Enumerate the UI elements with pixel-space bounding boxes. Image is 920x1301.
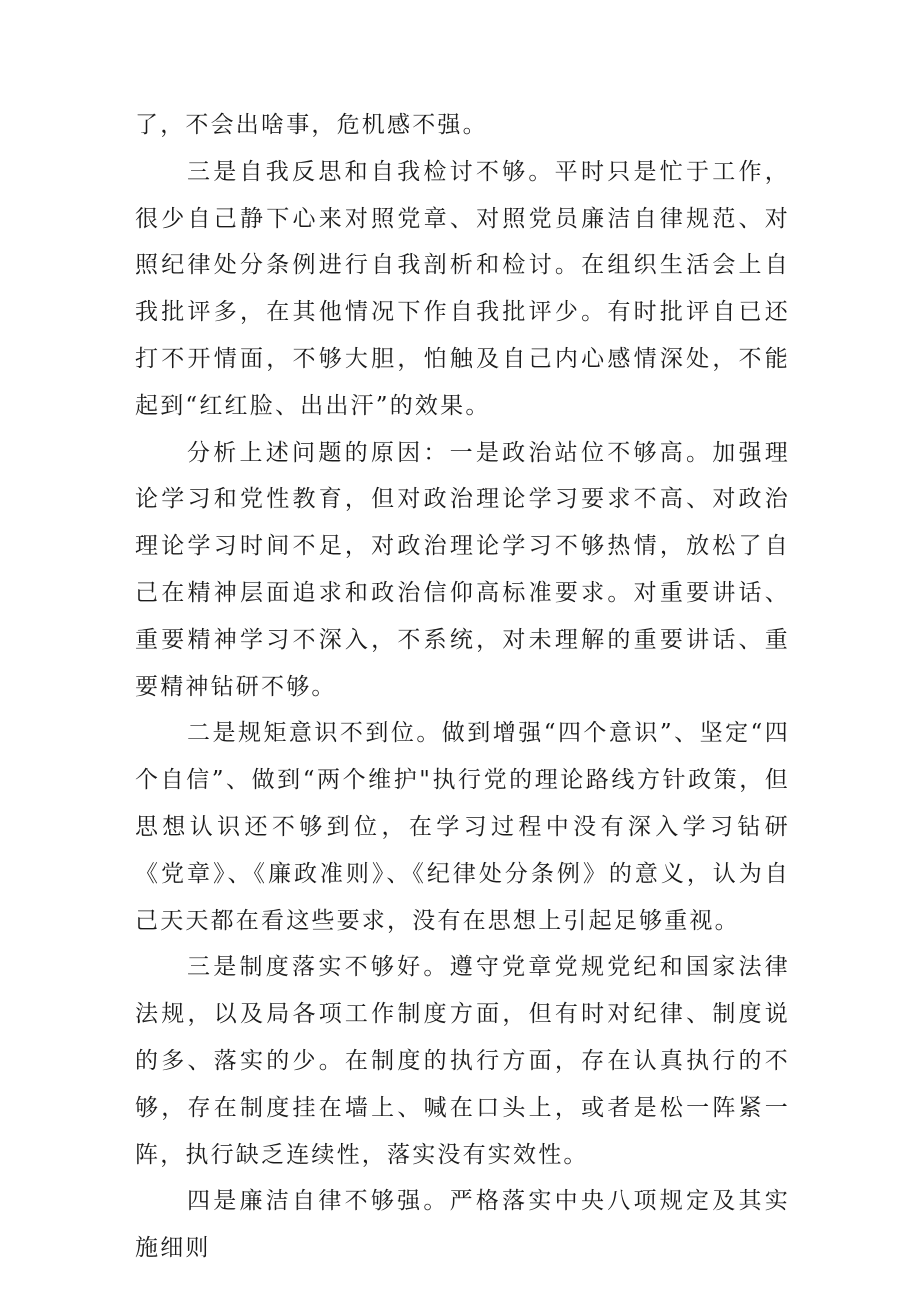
document-body — [135, 102, 790, 1272]
paragraph-cause-political-stance: 分析上述问题的原因：一是政治站位不够高。加强理论学习和党性教育，但对政治理论学习要求不高、对政治理论学习时间不足，对政治理论学习不够热情，放松了自己在精神层面追求和政治信仰高标准要求。对重要讲话、重要精神学习不深入，不系统，对未理解的重要讲话、重要精神钻研不够。 — [135, 439, 790, 700]
paragraph-cause-system-implementation: 三是制度落实不够好。遵守党章党规党纪和国家法律法规，以及局各项工作制度方面，但有时对纪律、制度说的多、落实的少。在制度的执行方面，存在认真执行的不够，存在制度挂在墙上、喊在口头上，或者是松一阵紧一阵，执行缺乏连续性，落实没有实效性。 — [135, 954, 790, 1168]
paragraph-cause-integrity: 四是廉洁自律不够强。严格落实中央八项规定及其实施细则 — [135, 1188, 790, 1262]
paragraph-continuation: 了，不会出啥事，危机感不强。 — [135, 112, 488, 138]
paragraph-self-reflection: 三是自我反思和自我检讨不够。平时只是忙于工作，很少自己静下心来对照党章、对照党员廉洁自律规范、对照纪律处分条例进行自我剖析和检讨。在组织生活会上自我批评多，在其他情况下作自我批评少。有时批评自已还打不开情面，不够大胆，怕触及自己内心感情深处，不能起到“红红脸、出出汗”的效果。 — [135, 158, 790, 419]
paragraph-cause-rules-awareness: 二是规矩意识不到位。做到增强“四个意识”、坚定“四个自信”、做到“两个维护"执行党的理论路线方针政策，但思想认识还不够到位，在学习过程中没有深入学习钻研《党章》、《廉政准则》、《纪律处分条例》的意义，认为自己天天都在看这些要求，没有在思想上引起足够重视。 — [135, 720, 790, 934]
